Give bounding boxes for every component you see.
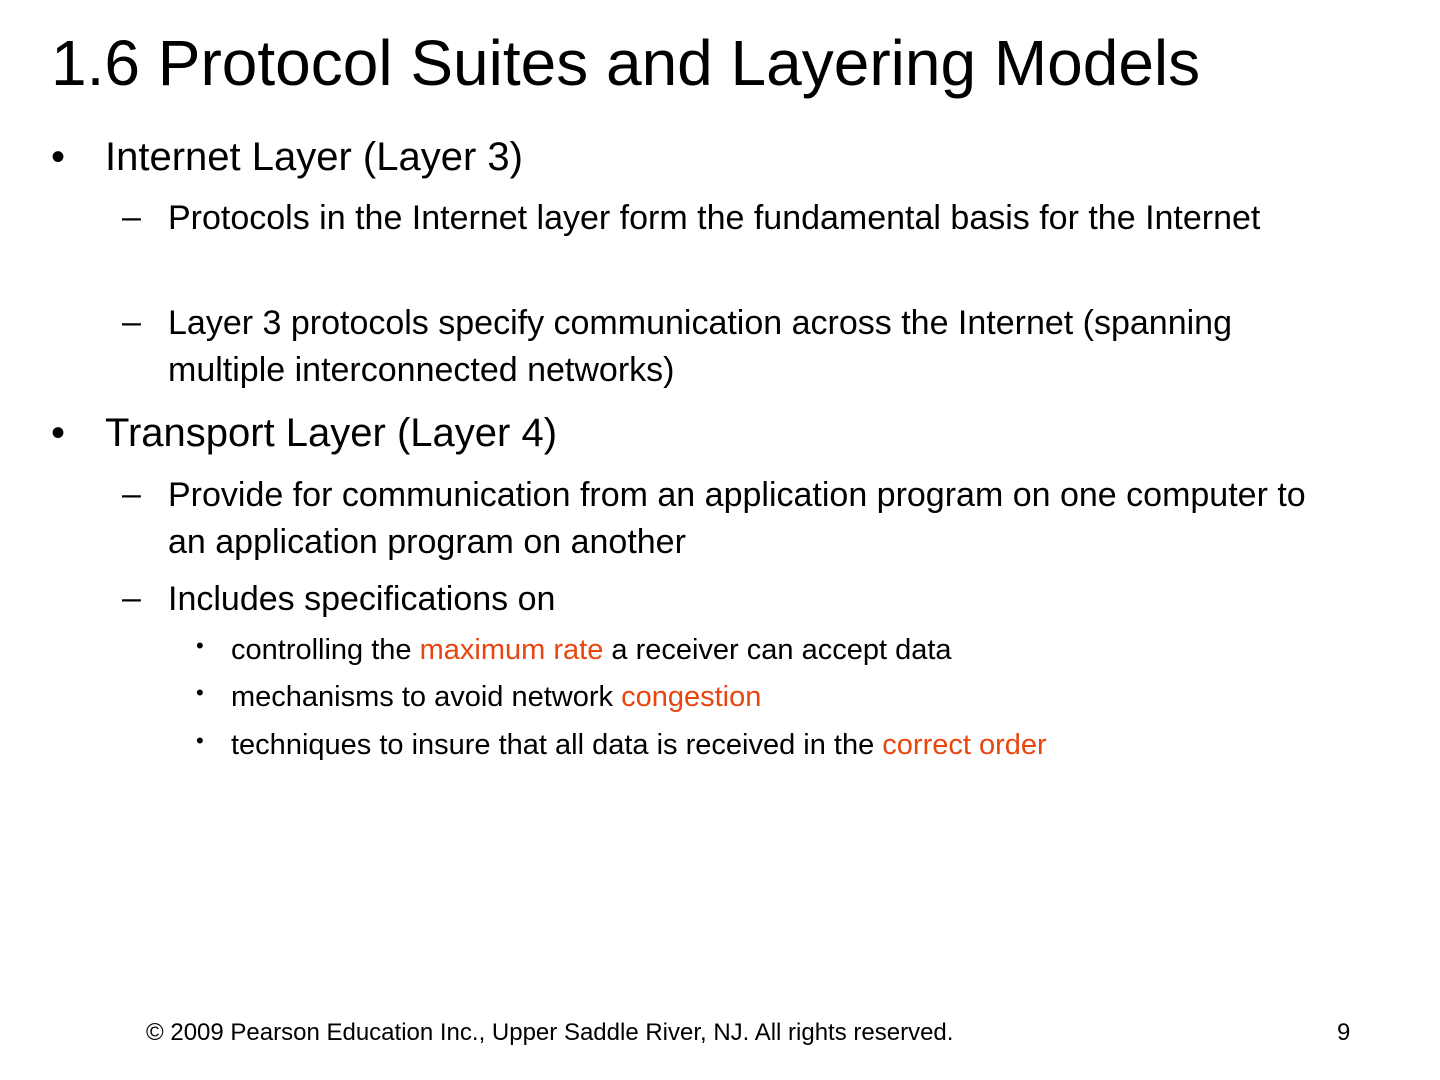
bullet-marker: • xyxy=(51,135,66,179)
sub-sub-bullet-text xyxy=(231,630,952,670)
bullet-text: Transport Layer (Layer 4) xyxy=(105,411,558,455)
highlight-text: correct order xyxy=(882,729,1047,761)
small-bullet-marker: • xyxy=(196,680,204,705)
dash-marker: – xyxy=(122,303,141,341)
text-segment: mechanisms to avoid network xyxy=(231,681,622,713)
small-bullet-marker: • xyxy=(196,728,204,753)
sub-sub-bullet-text xyxy=(231,725,1047,765)
dash-marker: – xyxy=(122,579,141,617)
highlight-text: congestion xyxy=(621,681,762,713)
copyright-footer: © 2009 Pearson Education Inc., Upper Saddle River, NJ. All rights reserved. xyxy=(146,1019,954,1046)
dash-marker: – xyxy=(122,475,141,513)
sub-bullet-text: Provide for communication from an application program on one computer to an application program on another xyxy=(168,476,1306,561)
sub-bullet-text: Includes specifications on xyxy=(168,580,556,618)
dash-marker: – xyxy=(122,198,141,236)
text-segment: controlling the xyxy=(231,634,420,666)
text-segment: a receiver can accept data xyxy=(603,634,952,666)
sub-bullet-text: Protocols in the Internet layer form the fundamental basis for the Internet xyxy=(168,199,1261,237)
sub-bullet-text: Layer 3 protocols specify communication across the Internet (spanning multiple interconnected networks) xyxy=(168,304,1232,389)
bullet-text: Internet Layer (Layer 3) xyxy=(105,135,523,179)
small-bullet-marker: • xyxy=(196,633,204,658)
bullet-marker: • xyxy=(51,411,66,455)
sub-sub-bullet-text xyxy=(231,677,761,717)
text-segment: techniques to insure that all data is received in the xyxy=(231,729,883,761)
slide-title: 1.6 Protocol Suites and Layering Models xyxy=(51,27,1201,99)
page-number: 9 xyxy=(1337,1019,1351,1046)
highlight-text: maximum rate xyxy=(419,634,604,666)
